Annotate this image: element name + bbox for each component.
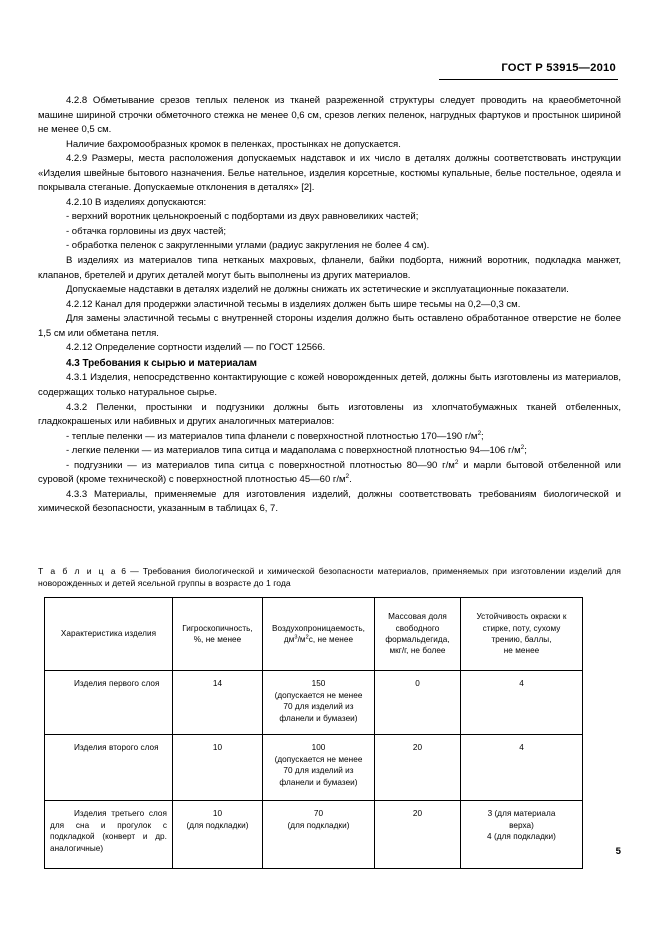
- table-row: [45, 801, 583, 869]
- list-item-legkie-pelenki: [38, 444, 621, 459]
- paragraph-4-3-2: 4.3.2 Пеленки, простынки и подгузники должны быть изготовлены из хлопчатобумажных тканей отбеленных, гладкокрашеных или набивных и других аналогичных материалов:: [38, 401, 621, 428]
- superscript-square-2: 2: [520, 444, 525, 451]
- cell-air-permeability-note-line2: 70 для изделий из: [283, 766, 354, 776]
- page-number: 5: [615, 846, 621, 857]
- paragraph-4-3-1: 4.3.1 Изделия, непосредственно контактирующие с кожей новорожденных детей, должны быть изготовлены из материалов, содержащих только натуральное сырье.: [38, 372, 621, 398]
- list-item-podguzniki-suffix: .: [349, 474, 352, 486]
- table-row: [45, 735, 583, 801]
- superscript-square-3: 2: [454, 458, 459, 466]
- cell-air-permeability-value: 150: [311, 679, 326, 688]
- list-item-verhniy-vorotnik: - верхний воротник цельнокроеный с подбортами из двух равновеликих частей;: [66, 211, 419, 223]
- cell-air-permeability-note-line3: фланели и бумазеи): [279, 777, 358, 787]
- superscript-square-header: 2: [305, 634, 309, 641]
- column-header-air-permeability: [263, 598, 375, 671]
- body-text: [38, 94, 621, 517]
- column-header-air-permeability-unit-dm: дм: [283, 635, 295, 644]
- paragraph-zamena-tesmy: Для замены эластичной тесьмы с внутренней стороны изделия должно быть оставлено обработанное отверстие не более 1,5 см или обметана петля.: [38, 313, 621, 339]
- cell-colorfastness-line2: верха): [509, 820, 534, 830]
- list-item-legkie-pelenki-suffix: ;: [524, 445, 527, 457]
- column-header-colorfastness-line2: стирке, поту, сухому: [482, 623, 561, 633]
- cell-colorfastness: 4: [461, 735, 583, 801]
- column-header-colorfastness-line4: не менее: [503, 646, 540, 656]
- column-header-colorfastness-line1: Устойчивость окраски к: [476, 612, 567, 622]
- table-caption: [38, 565, 621, 590]
- cell-characteristic: Изделия первого слоя: [45, 671, 173, 735]
- table-caption-label: Т а б л и ц а: [38, 566, 118, 576]
- cell-hygroscopicity: [173, 801, 263, 869]
- section-heading-4-3: 4.3 Требования к сырью и материалам: [66, 357, 257, 369]
- paragraph-4-3-3: 4.3.3 Материалы, применяемые для изготовления изделий, должны соответствовать требованиям биологической и химической безопасности, указанным в таблицах 6, 7.: [38, 488, 621, 515]
- column-header-formaldehyde: [375, 598, 461, 671]
- list-item-legkie-pelenki-text: - легкие пеленки — из материалов типа ситца и мадаполама с поверхностной плотностью 94—106 г/м: [66, 445, 521, 457]
- column-header-air-permeability-unit-tail: с, не менее: [308, 635, 354, 644]
- table-header-row: [45, 598, 583, 671]
- cell-colorfastness: [461, 801, 583, 869]
- cell-hygroscopicity-note: (для подкладки): [186, 820, 249, 830]
- cell-characteristic: Изделия третьего слоя для сна и прогулок с подкладкой (конверт и др. аналогичные): [45, 801, 173, 869]
- cell-hygroscopicity: 14: [173, 671, 263, 735]
- list-item-teplye-pelenki-text: - теплые пеленки — из материалов типа фланели с поверхностной плотностью 170—190 г/м: [66, 430, 478, 442]
- paragraph-4-2-12-sortnost: 4.2.12 Определение сортности изделий — по ГОСТ 12566.: [66, 342, 326, 354]
- paragraph-4-2-9: 4.2.9 Размеры, места расположения допускаемых надставок и их число в деталях должны соответствовать инструкции «Изделия швейные бытового назначения. Белье нательное, изделия корсетные, костюмы купальные, белье постельное, одеяла и покрывала стеганые. Допускаемые отклонения в деталях» [2].: [38, 153, 621, 194]
- column-header-characteristic-label: Характеристика изделия: [60, 629, 157, 639]
- cell-air-permeability: [263, 801, 375, 869]
- column-header-hygroscopicity: [173, 598, 263, 671]
- table-6-wrapper: [44, 597, 582, 869]
- cell-colorfastness: 4: [461, 671, 583, 735]
- column-header-hygroscopicity-line2: %, не менее: [193, 635, 242, 644]
- table-row: [45, 671, 583, 735]
- column-header-formaldehyde-line3: формальдегида,: [385, 635, 450, 644]
- table-caption-number: 6: [121, 566, 127, 576]
- cell-air-permeability-note-line3: фланели и бумазеи): [279, 713, 358, 723]
- cell-air-permeability: [263, 671, 375, 735]
- paragraph-bahromoobraznye: Наличие бахромообразных кромок в пеленках, простынках не допускается.: [66, 138, 401, 150]
- list-item-obrabotka-pelenok: - обработка пеленок с закругленными углами (радиус закругления не более 4 см).: [66, 240, 430, 252]
- cell-formaldehyde: 20: [375, 735, 461, 801]
- cell-air-permeability-value: 70: [313, 809, 324, 818]
- list-item-podguzniki-text: - подгузники — из материалов типа ситца с поверхностной плотностью 80—90 г/м: [66, 459, 455, 471]
- cell-hygroscopicity-value: 10: [212, 809, 223, 818]
- table-6: [44, 597, 583, 869]
- cell-air-permeability: [263, 735, 375, 801]
- column-header-air-permeability-line1: Воздухопроницаемость,: [272, 623, 365, 633]
- paragraph-4-2-12-kanal: 4.2.12 Канал для продержки эластичной тесьмы в изделиях должен быть шире тесьмы на 0,2—0,3 см.: [66, 298, 521, 310]
- cell-air-permeability-note-line1: (допускается не менее: [274, 690, 363, 700]
- superscript-cube: 3: [294, 634, 298, 641]
- list-item-teplye-pelenki-suffix: ;: [481, 430, 484, 442]
- paragraph-4-2-8: 4.2.8 Обметывание срезов теплых пеленок из тканей разреженной структуры следует проводить на краеобметочной машине шириной строчки обметочного стежка не менее 0,6 см, срезов легких пеленок, нагрудных фартуков и простынок шириной не менее 0,5 см.: [38, 95, 621, 136]
- list-item-obtachka-gorloviny: - обтачка горловины из двух частей;: [66, 225, 226, 237]
- column-header-air-permeability-unit-m: /м: [297, 635, 306, 644]
- cell-air-permeability-note-line1: (допускается не менее: [274, 754, 363, 764]
- superscript-square-4: 2: [345, 473, 350, 481]
- cell-air-permeability-value: 100: [311, 743, 326, 752]
- running-header-standard-number: ГОСТ Р 53915—2010: [501, 62, 616, 74]
- cell-formaldehyde: 0: [375, 671, 461, 735]
- cell-hygroscopicity: 10: [173, 735, 263, 801]
- cell-air-permeability-note-line2: 70 для изделий из: [283, 702, 354, 712]
- paragraph-dopuskaemye-nadstavki: Допускаемые надставки в деталях изделий не должны снижать их эстетические и эксплуатационные показатели.: [66, 284, 569, 296]
- column-header-formaldehyde-line2: свободного: [395, 623, 440, 633]
- column-header-formaldehyde-line1: Массовая доля: [388, 612, 447, 622]
- column-header-hygroscopicity-line1: Гигроскопичность,: [182, 623, 253, 633]
- column-header-colorfastness-line3: трению, баллы,: [491, 635, 552, 644]
- table-caption-text: — Требования биологической и химической безопасности материалов, применяемых при изготовлении изделий для новорожденных и детей ясельной группы в возрасте до 1 года: [38, 566, 621, 589]
- superscript-square-1: 2: [477, 429, 482, 437]
- cell-characteristic: Изделия второго слоя: [45, 735, 173, 801]
- list-item-teplye-pelenki: [38, 430, 621, 445]
- cell-colorfastness-line3: 4 (для подкладки): [487, 832, 556, 842]
- cell-formaldehyde: 20: [375, 801, 461, 869]
- list-item-podguzniki-mid: и марли бытовой отбеленной или суровой (кроме технической) с поверхностной плотностью 45—60 г/м: [38, 459, 621, 486]
- cell-air-permeability-note-line1: (для подкладки): [287, 820, 350, 830]
- list-item-podguzniki: [38, 459, 621, 488]
- paragraph-4-2-10: 4.2.10 В изделиях допускаются:: [66, 196, 207, 208]
- column-header-colorfastness: [461, 598, 583, 671]
- paragraph-netkanye-mahrovye: В изделиях из материалов типа нетканых махровых, фланели, байки подборта, нижний воротник, подкладка манжет, клапанов, бретелей и других деталей могут быть выполнены из других материалов.: [38, 255, 621, 281]
- header-rule: [439, 79, 618, 80]
- cell-colorfastness-line1: 3 (для материала: [487, 809, 556, 818]
- column-header-characteristic: [45, 598, 173, 671]
- column-header-formaldehyde-line4: мкг/г, не более: [389, 646, 446, 656]
